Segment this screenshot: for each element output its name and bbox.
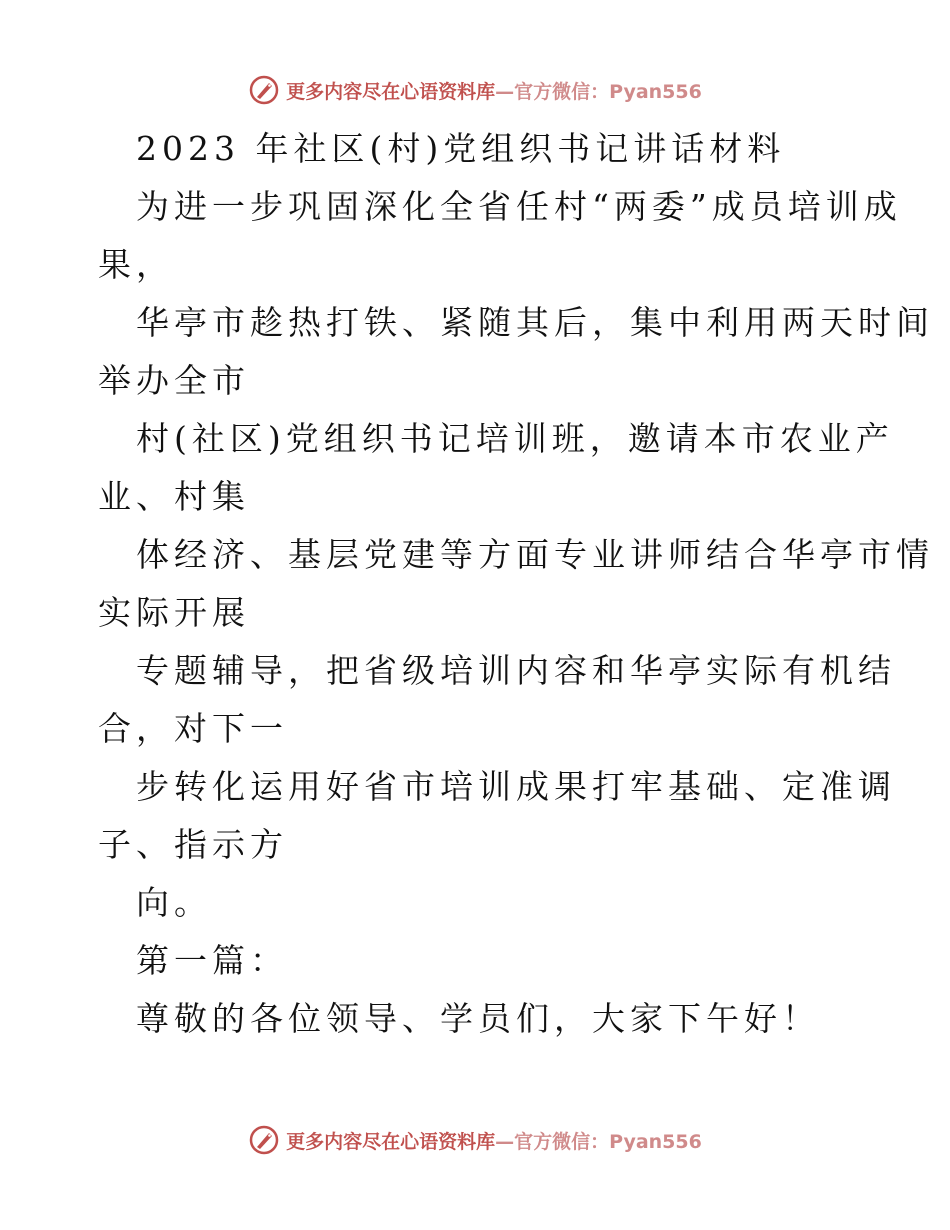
paragraph-line: 合，对下一 bbox=[98, 709, 288, 748]
greeting-line: 尊敬的各位领导、学员们，大家下午好！ bbox=[136, 999, 820, 1038]
document-title: 2023 年社区(村)党组织书记讲话材料 bbox=[136, 129, 786, 168]
section-heading: 第一篇： bbox=[136, 941, 288, 980]
header-watermark-banner bbox=[0, 70, 950, 110]
paragraph-line: 体经济、基层党建等方面专业讲师结合华亭市情 bbox=[136, 535, 934, 574]
paragraph-line: 专题辅导，把省级培训内容和华亭实际有机结 bbox=[136, 651, 896, 690]
paragraph-line: 举办全市 bbox=[98, 361, 250, 400]
paragraph-line: 业、村集 bbox=[98, 477, 250, 516]
pen-nib-logo-icon bbox=[248, 74, 280, 106]
watermark-main-text: 更多内容尽在心语资料库 bbox=[286, 80, 496, 103]
paragraph-line: 向。 bbox=[136, 883, 212, 922]
paragraph-line: 果， bbox=[98, 245, 174, 284]
paragraph-line: 村(社区)党组织书记培训班，邀请本市农业产 bbox=[136, 419, 894, 458]
footer-watermark-banner bbox=[0, 1120, 950, 1160]
paragraph-line: 步转化运用好省市培训成果打牢基础、定准调 bbox=[136, 767, 896, 806]
paragraph-line: 华亭市趁热打铁、紧随其后，集中利用两天时间 bbox=[136, 303, 934, 342]
watermark-suffix-text: —官方微信：Pyan556 bbox=[495, 1130, 702, 1153]
paragraph-line: 子、指示方 bbox=[98, 825, 288, 864]
document-body bbox=[98, 120, 934, 1048]
paragraph-line: 实际开展 bbox=[98, 593, 250, 632]
watermark-suffix-text: —官方微信：Pyan556 bbox=[495, 80, 702, 103]
watermark-text bbox=[286, 1127, 702, 1154]
watermark-main-text: 更多内容尽在心语资料库 bbox=[286, 1130, 496, 1153]
paragraph-line: 为进一步巩固深化全省任村“两委”成员培训成 bbox=[136, 187, 902, 226]
watermark-text bbox=[286, 77, 702, 104]
pen-nib-logo-icon bbox=[248, 1124, 280, 1156]
